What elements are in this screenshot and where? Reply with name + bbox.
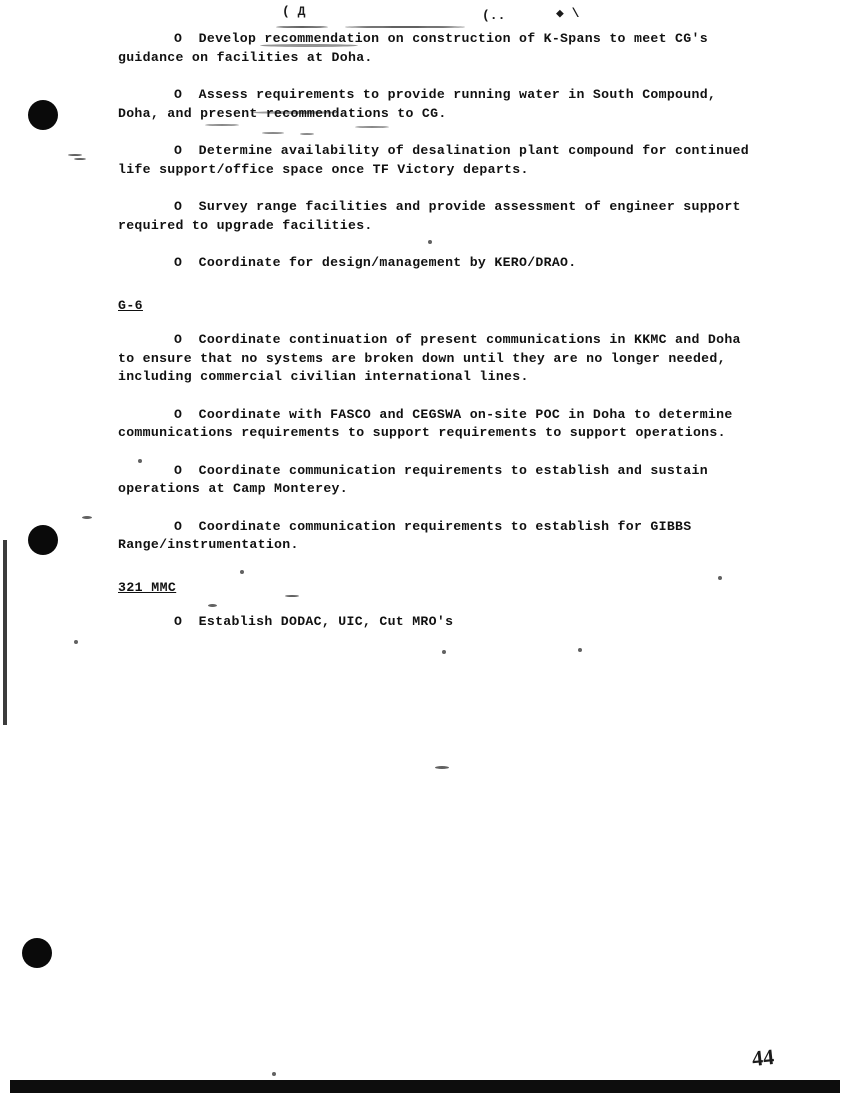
paragraph-text: Coordinate communication requirements to establish and sustain operations at Camp Monterey. [118,462,717,496]
stray-speck [82,516,92,519]
paragraph-item [118,406,758,443]
paragraph-text: Coordinate continuation of present communications in KKMC and Doha to ensure that no systems are broken down until they are no longer needed, including commercial civilian international lines. [118,332,749,384]
stray-underline [345,26,465,28]
document-body [118,30,758,651]
stray-speck [435,766,449,769]
bullet-marker: O [174,462,183,478]
top-scan-marks [0,0,850,34]
bullet-marker: O [174,332,183,347]
paragraph-item [118,30,758,67]
page-number: 44 [750,1043,776,1072]
bullet-marker: O [174,255,183,270]
top-mark-3: ◆ \ [556,6,580,21]
paragraph-text: Assess requirements to provide running water in South Compound, Doha, and present recommendations to CG. [118,87,725,121]
bullet-marker: O [174,406,183,422]
paragraph-text: Survey range facilities and provide assessment of engineer support required to upgrade facilities. [118,199,749,233]
stray-dash [68,154,82,156]
paragraph-text: Coordinate communication requirements to establish for GIBBS Range/instrumentation. [118,518,700,552]
hole-punch-mark-2 [28,525,58,555]
bullet-marker: O [174,518,183,534]
top-mark-1: ( Д [282,4,306,19]
hole-punch-mark-1 [28,100,58,130]
paragraph-item [118,462,758,499]
bullet-marker: O [174,614,183,629]
paragraph-text: Determine availability of desalination plant compound for continued life support/office space once TF Victory departs. [118,143,758,177]
stray-speck [442,650,446,654]
paragraph-text: Develop recommendation on construction of K-Spans to meet CG's guidance on facilities at Doha. [118,31,717,65]
hole-punch-mark-3 [22,938,52,968]
section-heading-321-mmc: 321 MMC [118,579,177,595]
paragraph-item [118,331,758,387]
paragraph-text: Establish DODAC, UIC, Cut MRO's [198,614,454,629]
stray-speck [272,1072,276,1076]
stray-speck [74,640,78,644]
bullet-marker: O [174,87,183,102]
paragraph-item [118,254,758,273]
stray-underline [276,26,328,28]
stray-mark [74,158,86,160]
bullet-marker: O [174,199,183,214]
bullet-marker: O [174,31,183,46]
paragraph-item [118,518,758,555]
section-heading-g6: G-6 [118,297,143,313]
top-mark-2: (.. [482,8,506,23]
paragraph-text: Coordinate for design/management by KERO/DRAO. [198,255,577,270]
paragraph-item [118,198,758,235]
paragraph-item [118,86,758,123]
paragraph-item [118,613,758,632]
scan-left-dark-band [3,540,7,725]
scan-bottom-dark-band [10,1080,840,1093]
bullet-marker: O [174,143,183,158]
paragraph-text: Coordinate with FASCO and CEGSWA on-site POC in Doha to determine communications requirements to support requirements to support operations. [118,406,741,440]
paragraph-item [118,142,758,179]
